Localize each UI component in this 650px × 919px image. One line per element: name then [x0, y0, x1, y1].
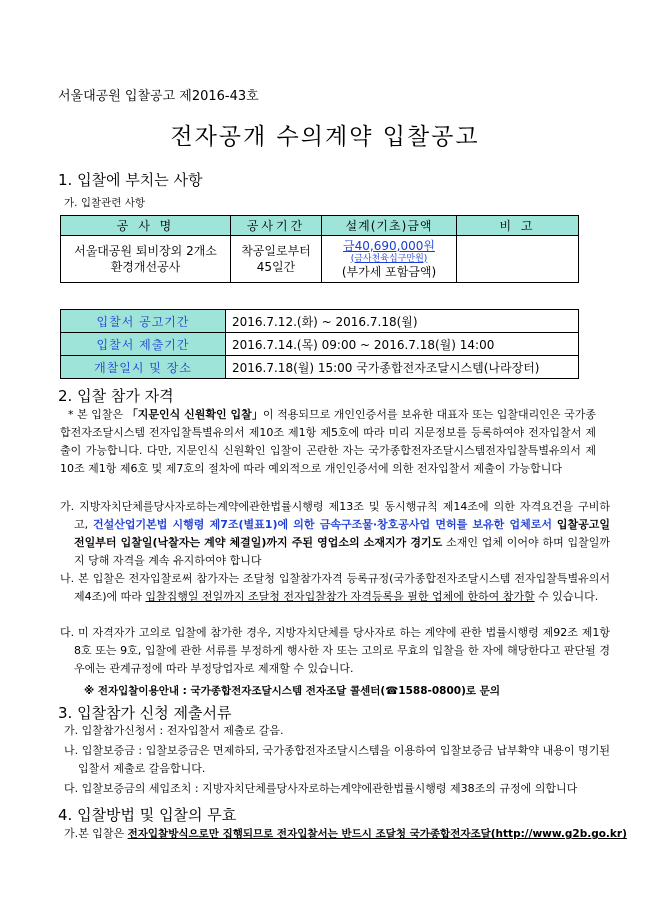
qualification-ga — [60, 498, 610, 570]
period-line1: 착공일로부터 — [241, 244, 311, 258]
cell-amount — [322, 236, 457, 283]
col-header-amount: 설계(기초)금액 — [322, 216, 457, 236]
amount-main: 금40,690,000원 — [343, 238, 435, 253]
cell-remark — [457, 236, 579, 283]
schedule-row — [61, 310, 579, 333]
page-title: 전자공개 수의계약 입찰공고 — [170, 124, 480, 150]
schedule-label-opening: 개찰일시 및 장소 — [61, 356, 226, 379]
project-name-line2: 환경개선공사 — [110, 260, 181, 274]
schedule-label-submit: 입찰서 제출기간 — [61, 333, 226, 356]
qualification-na-c: 수 있습니다. — [534, 590, 599, 603]
fingerprint-notice-b: 「지문인식 신원확인 입찰」 — [126, 408, 263, 421]
notice-number: 서울대공원 입찰공고 제2016-43호 — [58, 89, 259, 104]
col-header-name: 공 사 명 — [61, 216, 231, 236]
method-ga-b: 전자입찰방식으로만 집행되므로 전자입찰서는 반드시 조달청 국가종합전자조달(http://www.g2b.go.kr) — [127, 828, 627, 840]
section4-heading: 4. 입찰방법 및 입찰의 무효 — [58, 806, 237, 824]
qualification-ga-d: 소재인 업체 이어야 하며 입찰일까지 당해 자격을 계속 유지하여야 합니다 — [74, 536, 611, 567]
documents-na: 나. 입찰보증금 : 입찰보증금은 면제하되, 국가종합전자조달시스템을 이용하여 입찰보증금 납부확약 내용이 명기된 입찰서 제출로 갈음합니다. — [64, 744, 610, 775]
fingerprint-notice — [60, 406, 596, 478]
cell-project-name — [61, 236, 231, 283]
method-ga-a: 가.본 입찰은 — [64, 827, 128, 840]
qualification-ga-location: 입찰공고일 전일부터 입찰일(낙찰자는 계약 체결일)까지 주된 영업소의 소재지가 경기도 — [74, 518, 610, 549]
documents-ga: 가. 입찰참가신청서 : 전자입찰서 제출로 갈음. — [64, 724, 284, 737]
amount-note: (부가세 포함금액) — [341, 264, 437, 279]
bid-info-table — [60, 215, 579, 283]
qualification-ga-a: 가. 지방자치단체를당사자로하는계약에관한법률시행령 제13조 및 동시행규칙 제14조에 의한 자격요건을 구비하고, — [60, 500, 610, 531]
cell-period — [231, 236, 322, 283]
col-header-period: 공사기간 — [231, 216, 322, 236]
amount-korean: (금사천육십구만원) — [350, 253, 428, 264]
schedule-value-submit: 2016.7.14.(목) 09:00 ~ 2016.7.18(월) 14:00 — [226, 333, 579, 356]
qualification-na-b: 입찰집행일 전일까지 조달청 전자입찰참가 자격등록을 필한 업체에 한하여 참가할 — [145, 590, 535, 603]
qualification-na — [60, 570, 610, 606]
project-name-line1: 서울대공원 퇴비장외 2개소 — [74, 244, 217, 258]
section1-heading: 1. 입찰에 부치는 사항 — [58, 171, 203, 189]
schedule-row — [61, 356, 579, 379]
schedule-value-announce: 2016.7.12.(화) ~ 2016.7.18(월) — [226, 310, 579, 333]
schedule-table — [60, 309, 579, 379]
section3-heading: 3. 입찰참가 신청 제출서류 — [58, 704, 232, 722]
qualification-da: 다. 미 자격자가 고의로 입찰에 참가한 경우, 지방자치단체를 당사자로 하는 계약에 관한 법률시행령 제92조 제1항 8호 또는 9호, 입찰에 관한 서류를 부정하게 행사한 자 또는 고의로 무효의 입찰을 한 자에 해당한다고 판단될 경우에는 관계규정에 따라 부정당업자로 제재할 수 있습니다. — [60, 626, 610, 675]
contact-notice: ※ 전자입찰이용안내 : 국가종합전자조달시스템 전자조달 콜센터(☎1588-0800)로 문의 — [84, 685, 500, 697]
period-line2: 45일간 — [256, 260, 296, 274]
documents-da: 다. 입찰보증금의 세입조치 : 지방자치단체를당사자로하는계약에관한법률시행령 제38조의 규정에 의합니다 — [64, 782, 578, 795]
schedule-label-announce: 입찰서 공고기간 — [61, 310, 226, 333]
schedule-value-opening: 2016.7.18(월) 15:00 국가종합전자조달시스템(나라장터) — [226, 356, 579, 379]
col-header-remark: 비 고 — [457, 216, 579, 236]
table-row — [61, 236, 579, 283]
fingerprint-notice-c: 이 적용되므로 개인인증서를 보유한 대표자 또는 입찰대리인은 국가종합전자조달시스템 전자입찰특별유의서 제10조 제1항 제5호에 따라 미리 지문정보를 등록하여야 전자입찰서 제출이 가능합니다. 다만, 지문인식 신원확인 입찰이 곤란한 자는 국가종합전자조달시스템전자입찰특별유의서 제10조 제1항 제6호 및 제7호의 절차에 따라 예외적으로 개인인증서에 의한 전자입찰서 제출이 가능합니다 — [60, 408, 596, 475]
section1-subheading: 가. 입찰관련 사항 — [64, 197, 146, 209]
schedule-row — [61, 333, 579, 356]
method-ga — [64, 825, 627, 843]
qualification-na-a: 나. 본 입찰은 전자입찰로써 참가자는 조달청 입찰참가자격 등록규정(국가종합전자조달시스템 전자입찰특별유의서제4조)에 따라 — [60, 572, 610, 603]
section2-heading: 2. 입찰 참가 자격 — [58, 387, 174, 405]
fingerprint-notice-a: * 본 입찰은 — [68, 408, 127, 421]
qualification-ga-license: 건설산업기본법 시행령 제7조(별표1)에 의한 금속구조물·창호공사업 면허를 보유한 업체로서 — [92, 518, 552, 531]
